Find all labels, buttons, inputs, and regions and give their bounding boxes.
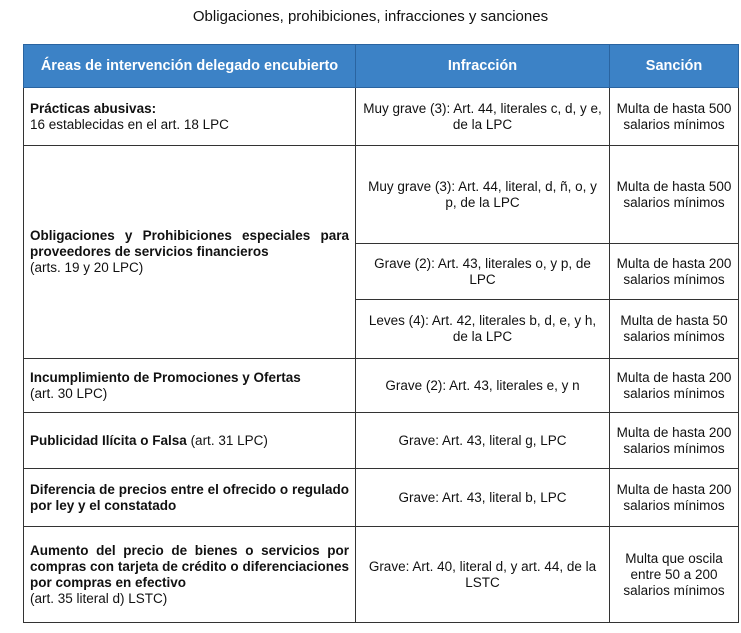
area-cell: [24, 469, 356, 527]
infraccion-cell: Muy grave (3): Art. 44, literales c, d, y e, de la LPC: [356, 88, 610, 146]
table-row: [24, 359, 739, 413]
infraccion-cell: Muy grave (3): Art. 44, literal, d, ñ, o, y p, de la LPC: [356, 146, 610, 244]
area-title: Incumplimiento de Promociones y Ofertas: [30, 369, 301, 385]
header-infraccion: Infracción: [356, 45, 610, 88]
area-reference: (arts. 19 y 20 LPC): [30, 260, 144, 275]
area-reference: (art. 30 LPC): [30, 385, 108, 401]
area-title: Diferencia de precios entre el ofrecido o regulado por ley y el constatado: [30, 481, 349, 513]
sanctions-table: [23, 44, 739, 623]
area-reference: (art. 35 literal d) LSTC): [30, 590, 168, 606]
infraccion-cell: Grave: Art. 40, literal d, y art. 44, de la LSTC: [356, 527, 610, 623]
area-cell: [24, 359, 356, 413]
area-cell: [24, 527, 356, 623]
area-cell: [24, 413, 356, 469]
sancion-cell: Multa de hasta 500 salarios mínimos: [610, 146, 739, 244]
sancion-cell: Multa de hasta 200 salarios mínimos: [610, 359, 739, 413]
area-title: Aumento del precio de bienes o servicios por compras con tarjeta de crédito o diferenciaciones por compras en efectivo: [30, 542, 349, 590]
header-area: Áreas de intervención delegado encubierto: [24, 45, 356, 88]
area-title: Prácticas abusivas:: [30, 100, 157, 116]
table-row: [24, 527, 739, 623]
area-title: Obligaciones y Prohibiciones especiales para proveedores de servicios financieros: [30, 228, 349, 259]
area-cell: [24, 88, 356, 146]
table-row: [24, 413, 739, 469]
header-sancion: Sanción: [610, 45, 739, 88]
sancion-cell: Multa de hasta 200 salarios mínimos: [610, 469, 739, 527]
table-row: [24, 469, 739, 527]
area-cell: [24, 146, 356, 359]
sancion-cell: Multa que oscila entre 50 a 200 salarios mínimos: [610, 527, 739, 623]
infraccion-cell: Grave (2): Art. 43, literales o, y p, de LPC: [356, 244, 610, 300]
sancion-cell: Multa de hasta 500 salarios mínimos: [610, 88, 739, 146]
sancion-cell: Multa de hasta 50 salarios mínimos: [610, 300, 739, 359]
infraccion-cell: Leves (4): Art. 42, literales b, d, e, y h, de la LPC: [356, 300, 610, 359]
table-row: [24, 146, 739, 244]
sancion-cell: Multa de hasta 200 salarios mínimos: [610, 244, 739, 300]
area-reference: (art. 31 LPC): [190, 432, 268, 448]
sancion-cell: Multa de hasta 200 salarios mínimos: [610, 413, 739, 469]
table-row: [24, 88, 739, 146]
infraccion-cell: Grave (2): Art. 43, literales e, y n: [356, 359, 610, 413]
infraccion-cell: Grave: Art. 43, literal g, LPC: [356, 413, 610, 469]
infraccion-cell: Grave: Art. 43, literal b, LPC: [356, 469, 610, 527]
area-title: Publicidad Ilícita o Falsa: [30, 432, 187, 448]
header-row: [24, 45, 739, 88]
area-reference: 16 establecidas en el art. 18 LPC: [30, 116, 229, 132]
page-title: Obligaciones, prohibiciones, infracciones y sanciones: [192, 8, 549, 25]
